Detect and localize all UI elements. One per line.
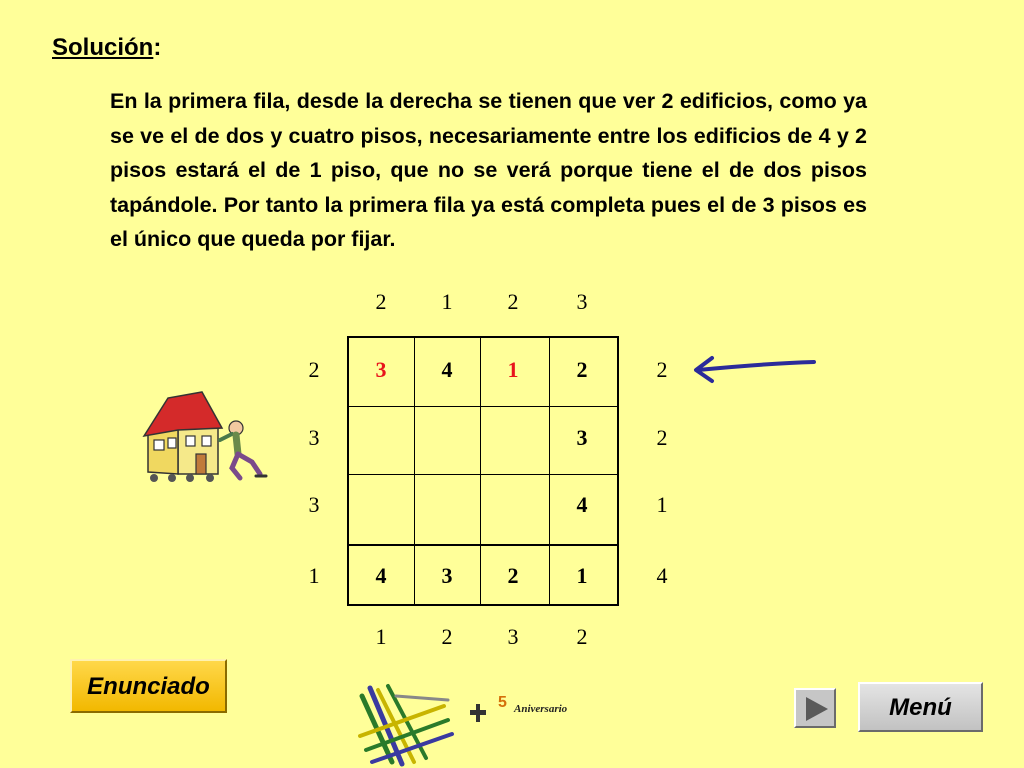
explanation-paragraph: En la primera fila, desde la derecha se tienen que ver 2 edificios, como ya se ve el de dos y cuatro pisos, necesariamente entre los edificios de 4 y 2 pisos estará el de 1 piso, que no se verá porque tiene el de dos pisos tapándole. Por tanto la primera fila ya está completa pues el de 3 pisos es el único que queda por fijar. — [110, 89, 867, 251]
bottom-clue: 3 — [507, 624, 519, 649]
grid-line — [480, 338, 481, 604]
top-clue: 3 — [576, 289, 588, 314]
left-clue: 1 — [308, 563, 320, 588]
grid-cell: 4 — [441, 357, 453, 382]
top-clue: 1 — [441, 289, 453, 314]
title-colon: : — [153, 34, 162, 61]
right-clue: 2 — [656, 425, 668, 450]
grid-cell: 4 — [576, 492, 588, 517]
grid-cell: 4 — [375, 563, 387, 588]
grid-cell — [361, 423, 401, 453]
grid-cell — [427, 490, 467, 520]
bottom-clue: 1 — [375, 624, 387, 649]
right-clue: 4 — [656, 563, 668, 588]
top-clue: 2 — [375, 289, 387, 314]
grid-cell: 3 — [375, 357, 387, 382]
menu-button[interactable]: Menú — [858, 682, 983, 732]
bottom-clue: 2 — [576, 624, 588, 649]
left-clue: 3 — [308, 492, 320, 517]
grid-cell: 2 — [576, 357, 588, 382]
enunciado-button[interactable]: Enunciado — [70, 659, 227, 713]
anniversary-logo — [352, 676, 502, 768]
grid-line — [349, 544, 617, 546]
right-clue: 2 — [656, 357, 668, 382]
grid-cell: 1 — [576, 563, 588, 588]
top-clue: 2 — [507, 289, 519, 314]
logo-number: 5 — [498, 694, 507, 711]
left-clue: 3 — [308, 425, 320, 450]
grid-cell — [493, 490, 533, 520]
title-text: Solución — [52, 34, 154, 61]
arrow-left-icon — [690, 350, 820, 386]
grid-cell — [361, 490, 401, 520]
grid-cell — [493, 423, 533, 453]
grid-line — [549, 338, 550, 604]
grid-line — [349, 474, 617, 475]
logo-text: Aniversario — [514, 703, 568, 715]
right-clue: 1 — [656, 492, 668, 517]
next-button[interactable] — [794, 688, 836, 728]
grid-line — [349, 406, 617, 407]
grid-cell — [427, 423, 467, 453]
grid-line — [414, 338, 415, 604]
left-clue: 2 — [308, 357, 320, 382]
grid-cell: 3 — [441, 563, 453, 588]
grid-cell: 1 — [507, 357, 519, 382]
grid-cell: 2 — [507, 563, 519, 588]
house-pushing-illustration — [140, 388, 280, 486]
bottom-clue: 2 — [441, 624, 453, 649]
page-title — [52, 34, 161, 62]
play-arrow-icon — [802, 695, 830, 723]
grid-cell: 3 — [576, 425, 588, 450]
